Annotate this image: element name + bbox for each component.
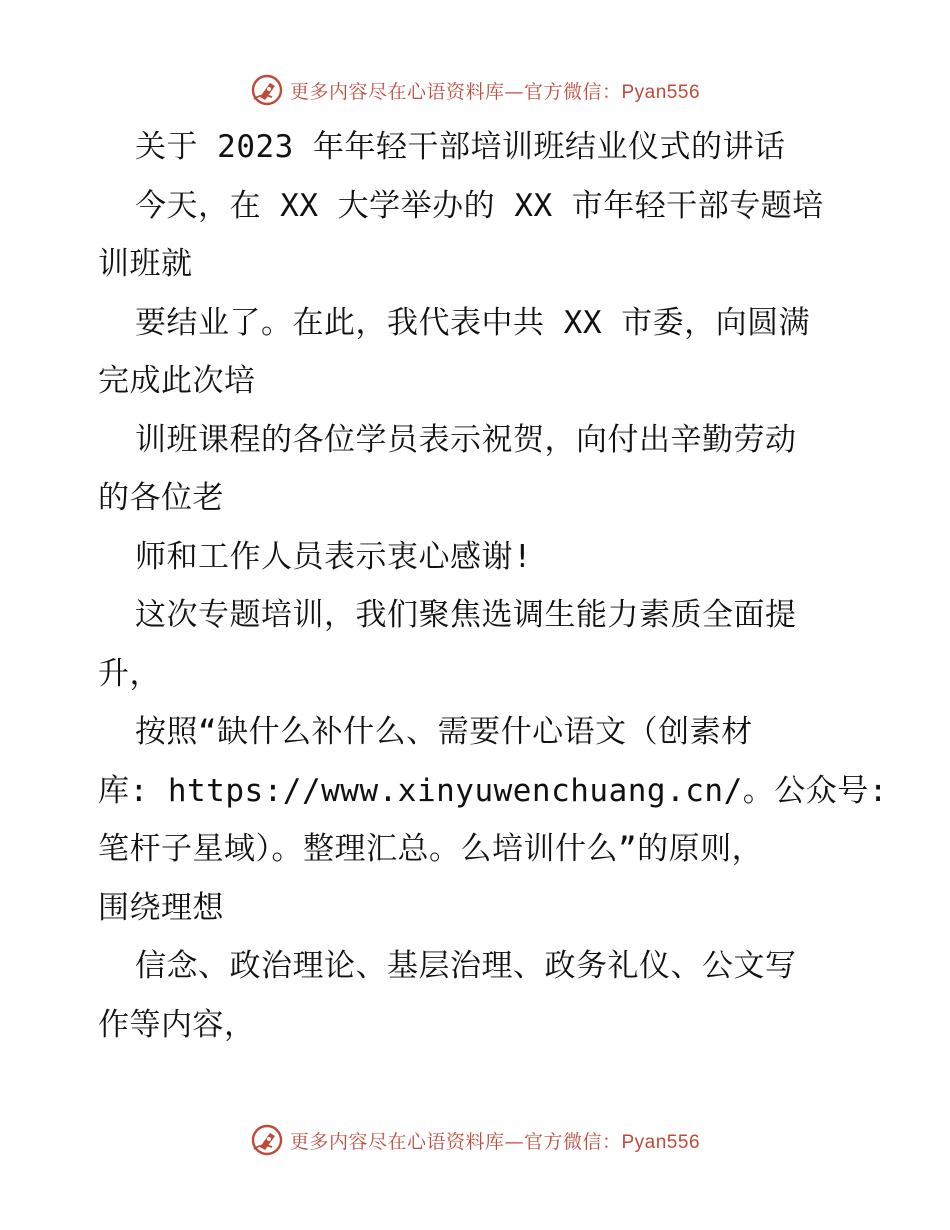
text-line: 师和工作人员表示衷心感谢! [135, 538, 533, 575]
text-line: 升， [98, 655, 161, 692]
text-line: 完成此次培 [98, 363, 256, 399]
text-line: 按照“缺什么补什么、需要什心语文（创素材 [135, 714, 753, 750]
pen-nib-circle-logo-icon [250, 1123, 284, 1157]
text-line: 训班课程的各位学员表示祝贺，向付出辛勤劳动 [135, 421, 797, 458]
text-line: 训班就 [98, 246, 193, 282]
document-body [98, 118, 888, 1054]
header-wechat-id: Pyan556 [621, 81, 701, 103]
text-line: 要结业了。在此，我代表中共 XX 市委，向圆满 [135, 304, 811, 341]
text-line: 库: https://www.xinyuwenchuang.cn/。公众号: [98, 772, 888, 809]
footer-promo-text [290, 1127, 700, 1154]
header-promo-label: 更多内容尽在心语资料库—官方微信： [289, 80, 622, 103]
text-line: 的各位老 [98, 480, 224, 516]
text-line: 这次专题培训，我们聚焦选调生能力素质全面提 [135, 597, 797, 633]
footer-wechat-id: Pyan556 [621, 1131, 701, 1153]
text-line: 作等内容， [98, 1006, 256, 1043]
pen-nib-circle-logo-icon [250, 73, 284, 107]
text-line: 信念、政治理论、基层治理、政务礼仪、公文写 [135, 948, 797, 984]
footer-watermark-banner [0, 1120, 950, 1160]
footer-promo-label: 更多内容尽在心语资料库—官方微信： [289, 1130, 622, 1153]
text-line: 笔杆子星域）。整理汇总。么培训什么”的原则， [98, 831, 764, 867]
header-watermark-banner [0, 70, 950, 110]
text-line: 关于 2023 年年轻干部培训班结业仪式的讲话 [135, 129, 786, 165]
header-promo-text [290, 77, 700, 104]
text-line: 围绕理想 [98, 889, 224, 926]
text-line: 今天，在 XX 大学举办的 XX 市年轻干部专题培 [135, 187, 824, 224]
